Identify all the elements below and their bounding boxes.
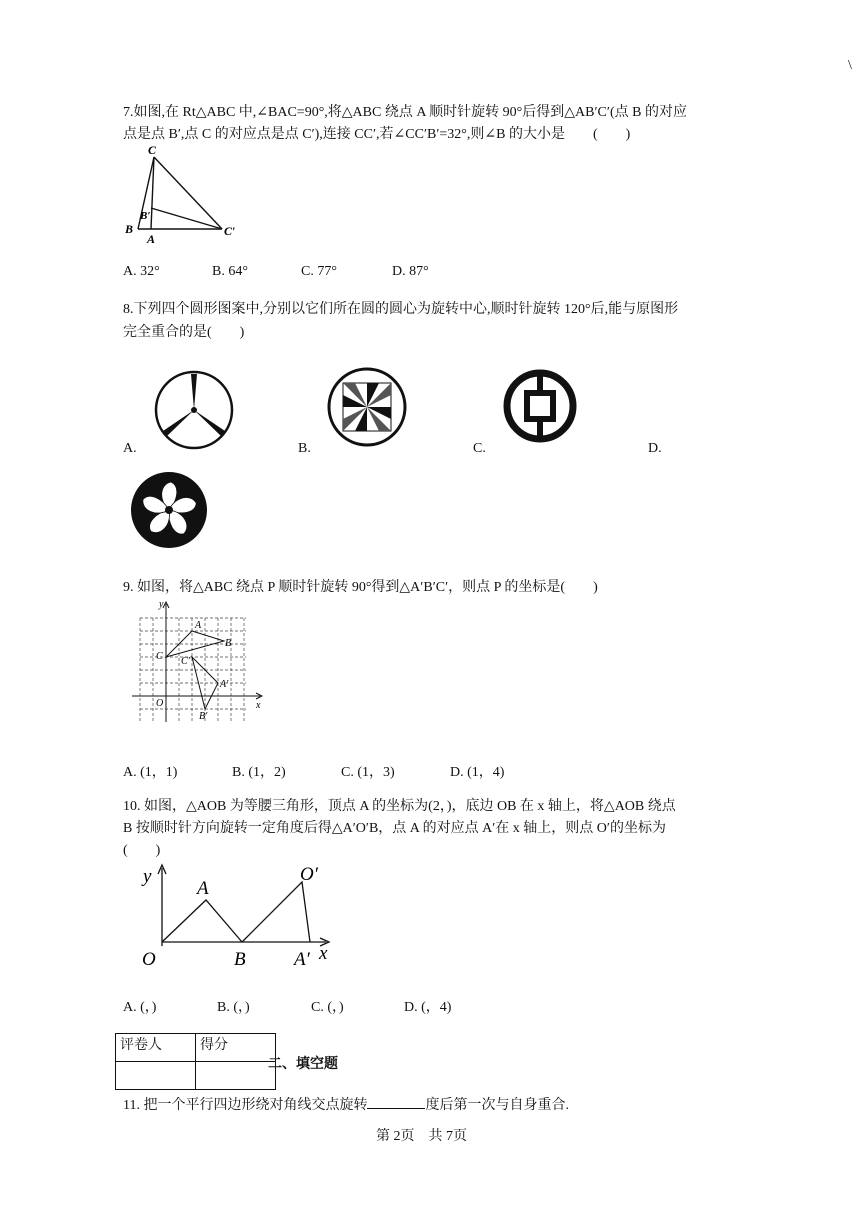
q7-edge-ccp xyxy=(154,157,222,229)
q7-triangle-figure xyxy=(118,142,248,248)
q7-label-a: A xyxy=(147,232,156,246)
pinwheel-circle-icon xyxy=(326,366,410,450)
score-table-score-cell[interactable] xyxy=(196,1062,276,1090)
q7-label-bprime: B′ xyxy=(140,210,151,222)
q11-stem xyxy=(123,1094,569,1116)
q9-option-c: C. (1，3) xyxy=(341,765,395,780)
bauhinia-flower-icon xyxy=(128,470,212,552)
q9-label-o: O xyxy=(156,698,164,709)
q7-stem-line2: 点是点 B′,点 C 的对应点是点 C′),连接 CC′,若∠CC′B′=32°,则∠B 的大小是 ( ) xyxy=(123,127,631,142)
q10-label-aprime: A′ xyxy=(294,949,310,970)
q9-option-b: B. (1，2) xyxy=(232,765,286,780)
q8-stem-line2: 完全重合的是( ) xyxy=(123,325,245,340)
q10-stem-line2: B 按顺时针方向旋转一定角度后得△A′O′B，点 A 的对应点 A′在 x 轴上，则点 O′的坐标为 xyxy=(123,821,666,836)
q8-option-d: D. xyxy=(648,441,662,456)
q10-stem-line1: 10. 如图，△AOB 为等腰三角形，顶点 A 的坐标为(2，)，底边 OB 在 x 轴上，将△AOB 绕点 xyxy=(123,799,676,814)
q10-option-d: D. (，4) xyxy=(404,1000,452,1015)
q7-option-c: C. 77° xyxy=(301,264,337,279)
q9-label-x: x xyxy=(256,700,261,711)
page-footer: 第 2页 共 7页 xyxy=(376,1129,467,1144)
q8-option-c: C. xyxy=(473,441,486,456)
q10-stem-line3: ( ) xyxy=(123,843,161,858)
q9-grid-figure xyxy=(128,598,268,726)
q9-label-a: A xyxy=(195,620,202,631)
q10-rotation-figure xyxy=(138,860,348,972)
q9-label-c: C xyxy=(156,651,163,662)
q8-option-a: A. xyxy=(123,441,137,456)
q9-option-d: D. (1，4) xyxy=(450,765,505,780)
three-spoke-circle-icon xyxy=(150,368,240,454)
q10-label-b: B xyxy=(234,949,246,970)
q11-text-before: 11. 把一个平行四边形绕对角线交点旋转 xyxy=(123,1098,368,1113)
score-table-score-header: 得分 xyxy=(196,1034,276,1062)
q7-option-d: D. 87° xyxy=(392,264,429,279)
q7-option-a: A. 32° xyxy=(123,264,160,279)
q10-option-c: C. (，) xyxy=(311,1000,344,1015)
score-table xyxy=(115,1033,276,1090)
q9-label-aprime: A′ xyxy=(220,679,229,690)
q10-triangle-aob xyxy=(162,900,242,942)
corner-mark: \ xyxy=(848,58,852,73)
q10-label-a: A xyxy=(197,878,209,899)
coin-circle-icon xyxy=(500,368,584,448)
q10-option-b: B. (，) xyxy=(217,1000,250,1015)
q10-label-oprime: O′ xyxy=(300,864,318,885)
q7-stem-line1: 7.如图,在 Rt△ABC 中,∠BAC=90°,将△ABC 绕点 A 顺时针旋转 90°后得到△AB′C′(点 B 的对应 xyxy=(123,105,687,120)
score-table-reviewer-cell[interactable] xyxy=(116,1062,196,1090)
q9-label-y: y xyxy=(159,599,164,610)
q7-label-b: B xyxy=(125,222,134,236)
q9-option-a: A. (1，1) xyxy=(123,765,178,780)
q10-label-y: y xyxy=(143,866,152,887)
q9-label-cprime: C′ xyxy=(181,656,190,667)
q11-text-after: 度后第一次与自身重合. xyxy=(425,1098,569,1113)
section-title: 二、填空题 xyxy=(268,1056,338,1072)
q8-option-b: B. xyxy=(298,441,311,456)
q7-label-c: C xyxy=(148,143,157,157)
q11-answer-blank[interactable] xyxy=(367,1094,425,1109)
q10-label-x: x xyxy=(319,943,328,964)
q10-triangle-rotated xyxy=(242,882,310,942)
q9-label-b: B xyxy=(225,638,232,649)
q8-stem-line1: 8.下列四个圆形图案中,分别以它们所在圆的圆心为旋转中心,顺时针旋转 120°后,能与原图形 xyxy=(123,302,679,317)
score-table-reviewer-header: 评卷人 xyxy=(116,1034,196,1062)
q10-label-o: O xyxy=(142,949,156,970)
q9-stem: 9. 如图，将△ABC 绕点 P 顺时针旋转 90°得到△A′B′C′，则点 P 的坐标是( ) xyxy=(123,580,598,595)
q9-label-bprime: B′ xyxy=(199,711,208,722)
q7-option-b: B. 64° xyxy=(212,264,248,279)
q10-option-a: A. (，) xyxy=(123,1000,157,1015)
q7-label-cprime: C′ xyxy=(224,224,236,238)
